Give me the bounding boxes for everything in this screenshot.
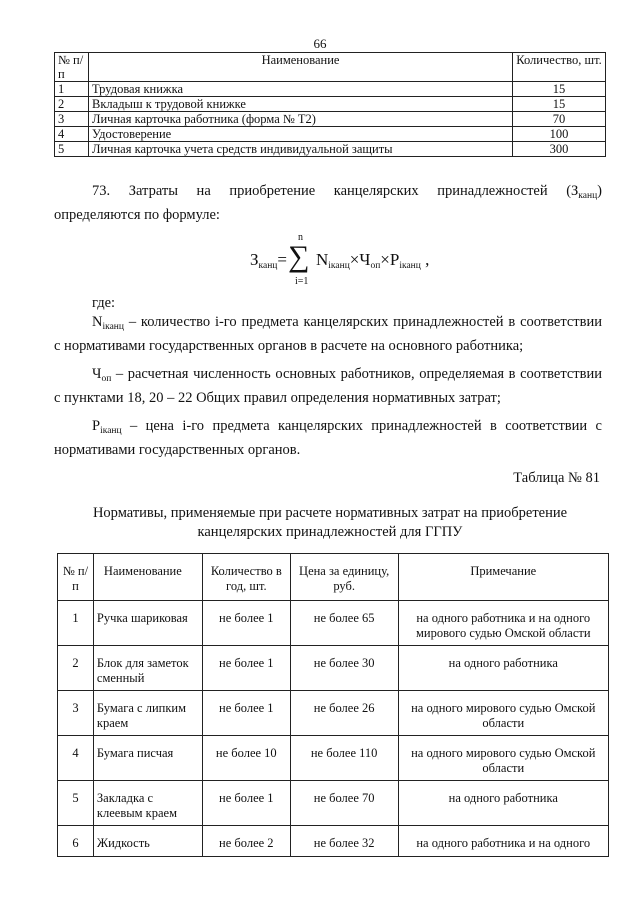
cell-quantity: 300 xyxy=(513,142,606,157)
cell-quantity: не более 1 xyxy=(202,691,290,736)
cell-note: на одного мирового судью Омской области xyxy=(398,736,608,781)
col-header-name: Наименование xyxy=(89,53,513,82)
cell-number: 3 xyxy=(55,112,89,127)
cell-name: Ручка шариковая xyxy=(93,601,202,646)
definition-n: $N_{iканц}$ – количество i-го предмета канцелярских принадлежностей в соответствии с нормативами государственных органов в расчете на основного работника; xyxy=(54,314,602,354)
formula-lhs: $З_{канц}=$ xyxy=(250,250,287,271)
sum-sign: ∑ xyxy=(288,240,310,273)
table-row xyxy=(58,601,609,646)
cost-formula xyxy=(250,232,510,292)
cell-quantity: не более 10 xyxy=(202,736,290,781)
definition-ch: $Ч_{оп}$ – расчетная численность основных работников, определяемая в соответствии с пунктами 18, 20 – 22 Общих правил определения нормативных затрат; xyxy=(54,366,602,406)
cell-number: 4 xyxy=(58,736,94,781)
cell-note: на одного работника xyxy=(398,781,608,826)
cell-quantity: 100 xyxy=(513,127,606,142)
table-title: Нормативы, применяемые при расчете нормативных затрат на приобретение канцелярских принадлежностей для ГГПУ xyxy=(92,505,568,540)
cell-price: не более 65 xyxy=(290,601,398,646)
cell-note: на одного работника xyxy=(398,646,608,691)
table-row xyxy=(55,97,606,112)
table-row xyxy=(55,142,606,157)
cell-quantity: 70 xyxy=(513,112,606,127)
cell-quantity: не более 1 xyxy=(202,646,290,691)
cell-number: 2 xyxy=(55,97,89,112)
table-row xyxy=(58,826,609,857)
section-73-intro: 73. Затраты на приобретение канцелярских принадлежностей $(З_{канц})$ определяются по формуле: xyxy=(54,183,602,223)
cell-quantity: не более 2 xyxy=(202,826,290,857)
cell-name: Личная карточка учета средств индивидуальной защиты xyxy=(89,142,513,157)
cell-name: Трудовая книжка xyxy=(89,82,513,97)
sum-lower-limit: i=1 xyxy=(295,276,309,287)
col-header-number: № п/п xyxy=(55,53,89,82)
cell-number: 1 xyxy=(58,601,94,646)
cell-number: 5 xyxy=(55,142,89,157)
cell-price: не более 110 xyxy=(290,736,398,781)
cell-quantity: не более 1 xyxy=(202,601,290,646)
cell-name: Закладка с клеевым краем xyxy=(93,781,202,826)
cell-number: 4 xyxy=(55,127,89,142)
sum-upper-limit: n xyxy=(298,232,303,243)
table-row xyxy=(58,691,609,736)
table-header-row xyxy=(55,53,606,82)
cell-number: 1 xyxy=(55,82,89,97)
cell-number: 3 xyxy=(58,691,94,736)
cell-name: Вкладыш к трудовой книжке xyxy=(89,97,513,112)
cell-price: не более 32 xyxy=(290,826,398,857)
staff-documents-table xyxy=(54,52,606,157)
col-header-number: № п/п xyxy=(58,554,94,601)
table-row xyxy=(58,646,609,691)
cell-quantity: не более 1 xyxy=(202,781,290,826)
cell-price: не более 70 xyxy=(290,781,398,826)
table-row xyxy=(55,82,606,97)
cell-name: Удостоверение xyxy=(89,127,513,142)
table-header-row xyxy=(58,554,609,601)
cell-name: Бумага с липким краем xyxy=(93,691,202,736)
table-row xyxy=(55,112,606,127)
col-header-quantity: Количество, шт. xyxy=(513,53,606,82)
cell-note: на одного работника и на одного мирового судью Омской области xyxy=(398,601,608,646)
stationery-norms-table xyxy=(57,553,609,857)
cell-number: 2 xyxy=(58,646,94,691)
definition-p: $P_{iканц}$ – цена i-го предмета канцелярских принадлежностей в соответствии с нормативами государственных органов. xyxy=(54,418,602,458)
cell-name: Личная карточка работника (форма № Т2) xyxy=(89,112,513,127)
col-header-quantity: Количество в год, шт. xyxy=(202,554,290,601)
cell-name: Блок для заметок сменный xyxy=(93,646,202,691)
cell-note: на одного мирового судью Омской области xyxy=(398,691,608,736)
cell-number: 6 xyxy=(58,826,94,857)
page-number: 66 xyxy=(313,36,327,51)
table-row xyxy=(55,127,606,142)
table-row xyxy=(58,781,609,826)
cell-number: 5 xyxy=(58,781,94,826)
col-header-name: Наименование xyxy=(93,554,202,601)
cell-quantity: 15 xyxy=(513,82,606,97)
cell-quantity: 15 xyxy=(513,97,606,112)
cell-name: Бумага писчая xyxy=(93,736,202,781)
cell-price: не более 26 xyxy=(290,691,398,736)
where-label: где: xyxy=(92,295,116,311)
cell-price: не более 30 xyxy=(290,646,398,691)
col-header-note: Примечание xyxy=(398,554,608,601)
cell-note: на одного работника и на одного xyxy=(398,826,608,857)
table-number: Таблица № 81 xyxy=(513,470,600,486)
formula-rhs: $N_{iканц}\times Ч_{оп}\times P_{iканц}$ , xyxy=(316,250,430,271)
cell-name: Жидкость xyxy=(93,826,202,857)
table-row xyxy=(58,736,609,781)
col-header-price: Цена за единицу, руб. xyxy=(290,554,398,601)
